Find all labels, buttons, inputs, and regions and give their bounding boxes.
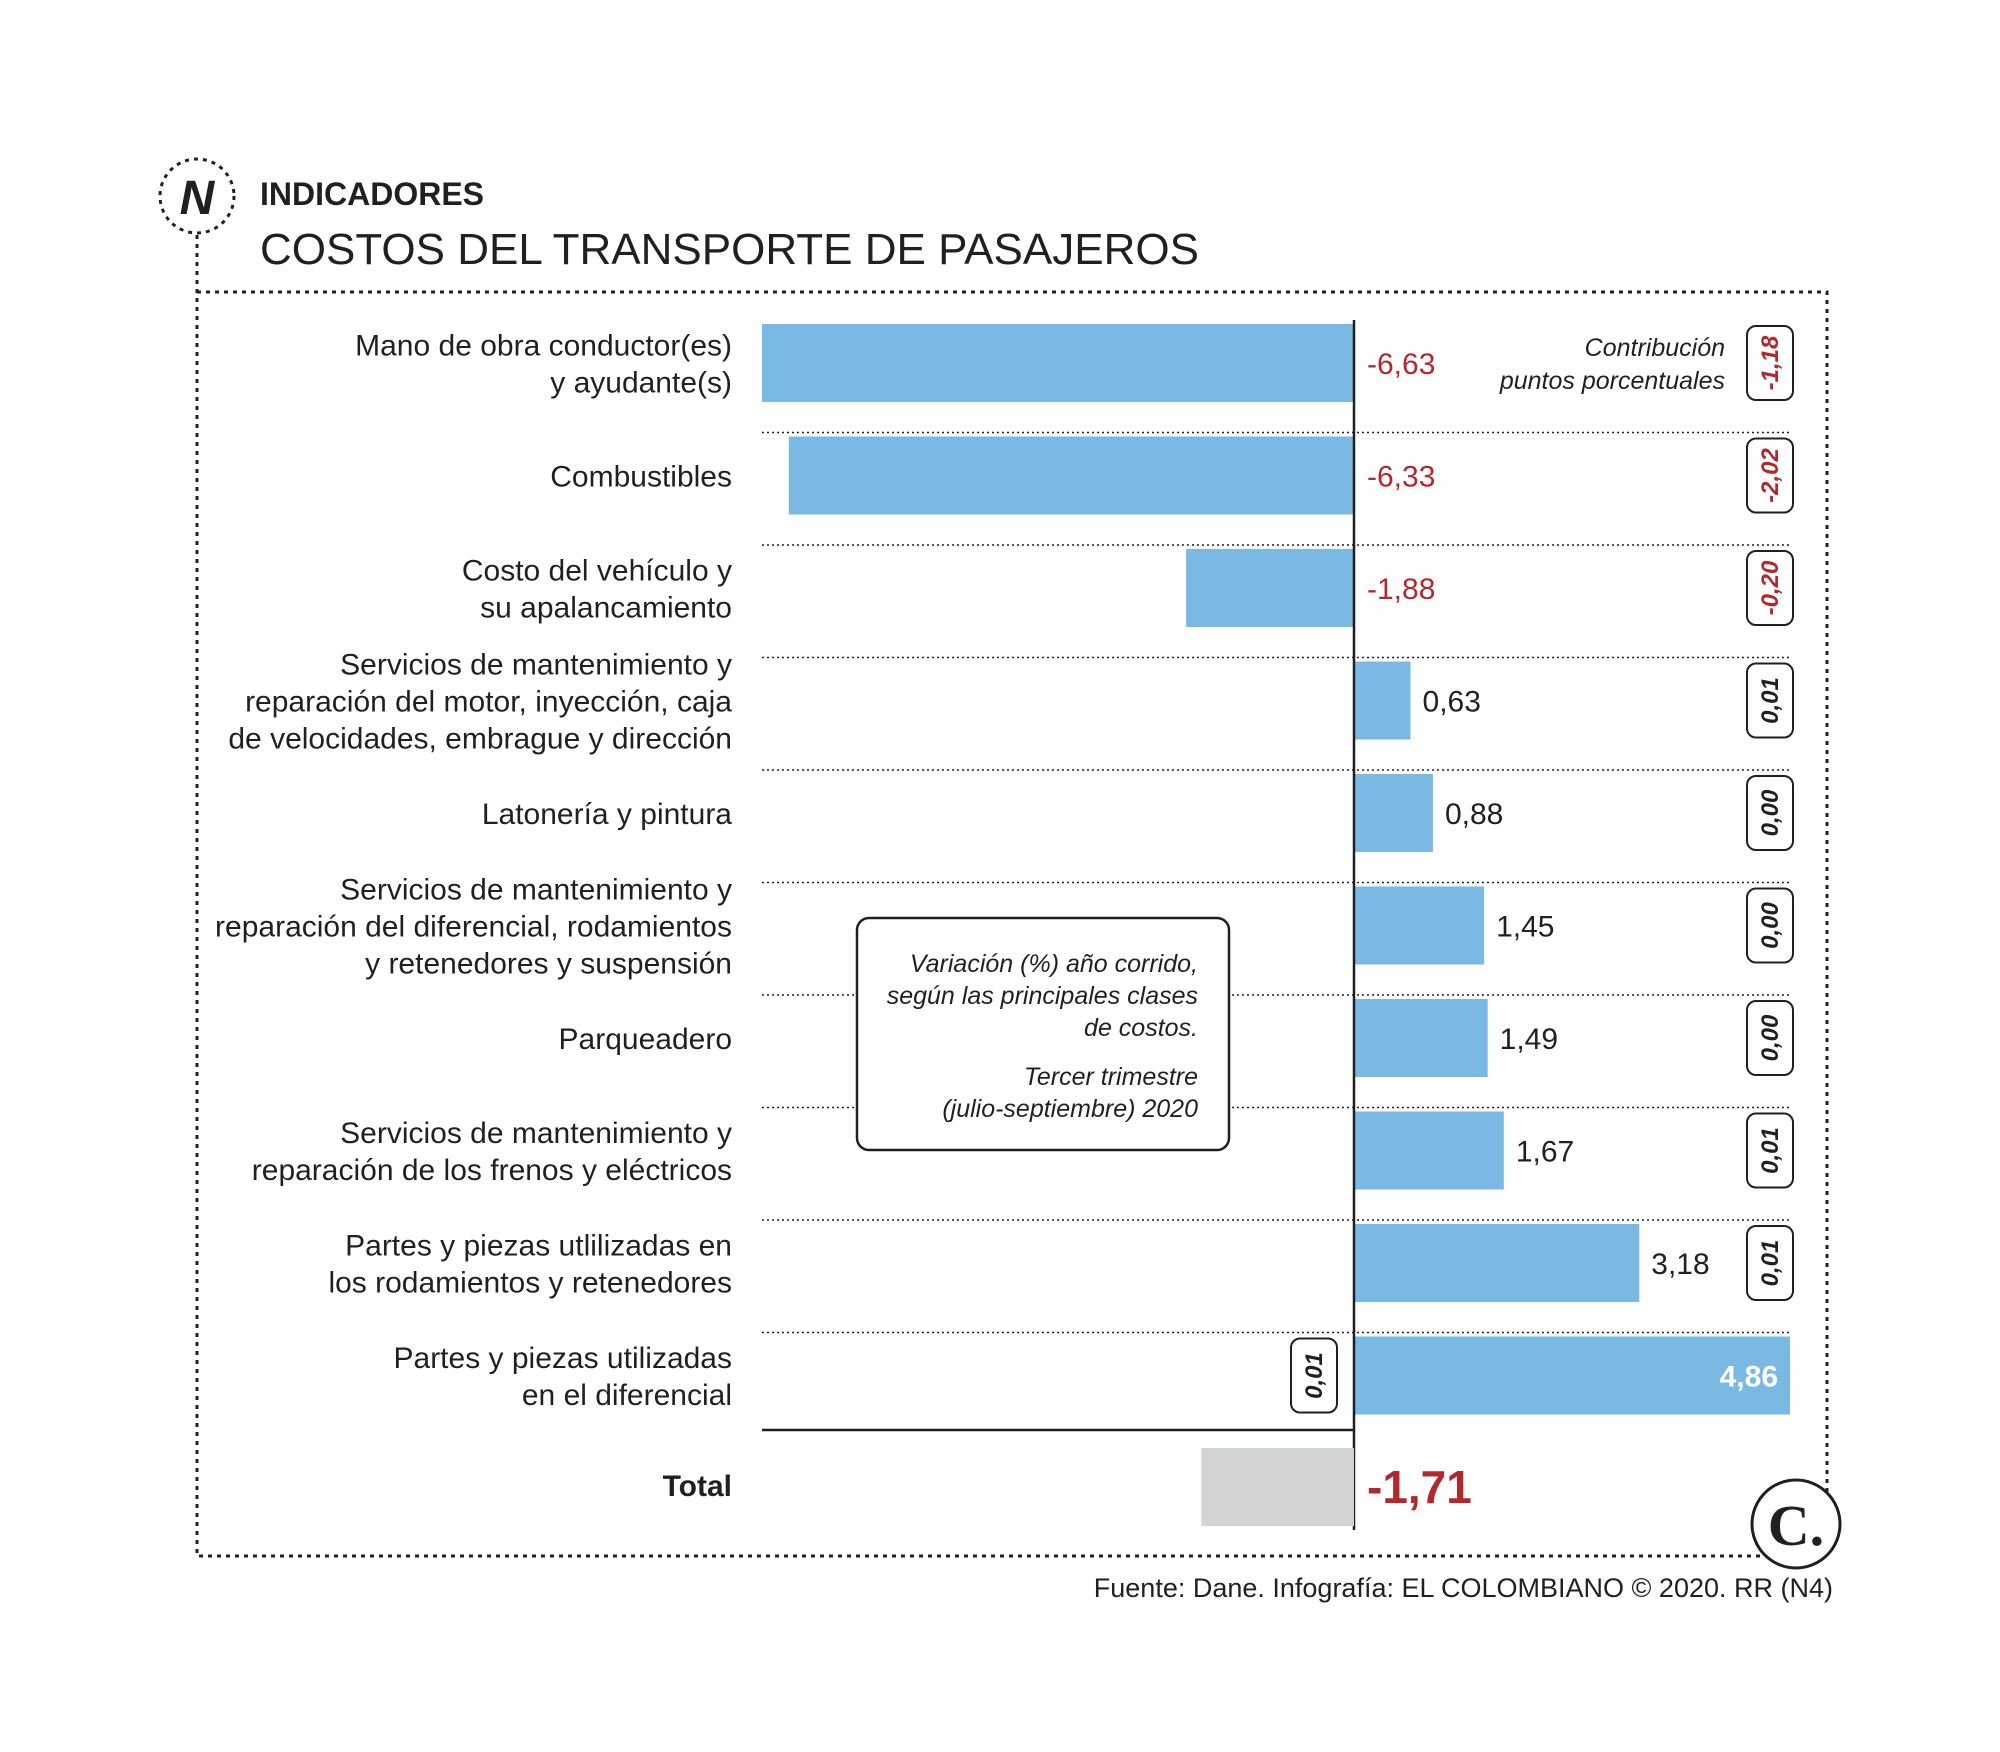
note-period-2: (julio-septiembre) 2020	[942, 1095, 1198, 1123]
contribution-badge	[1747, 664, 1793, 738]
bar	[1354, 999, 1488, 1077]
bar	[1186, 549, 1354, 627]
contribution-value: 0,01	[1757, 1127, 1784, 1174]
category-label: reparación del motor, inyección, caja	[245, 685, 732, 719]
contribution-value: 0,01	[1757, 1239, 1784, 1287]
bar	[1354, 1224, 1639, 1302]
category-label: Combustibles	[550, 460, 732, 494]
contribution-badge	[1747, 1001, 1793, 1075]
contribution-value: -0,20	[1757, 560, 1784, 616]
section-label: INDICADORES	[260, 176, 485, 212]
bar	[1354, 774, 1433, 852]
category-label: y ayudante(s)	[550, 366, 732, 400]
category-label: Partes y piezas utilizadas	[393, 1342, 732, 1375]
note-line-3: de costos.	[1084, 1014, 1198, 1042]
category-label: reparación del diferencial, rodamientos	[215, 910, 732, 944]
category-label: de velocidades, embrague y dirección	[228, 722, 732, 756]
category-label: Costo del vehículo y	[461, 554, 732, 588]
bar	[1354, 887, 1484, 965]
category-label: Mano de obra conductor(es)	[355, 329, 732, 363]
value-label: 1,67	[1515, 1135, 1575, 1169]
contribution-badge	[1747, 1226, 1793, 1300]
note-line-2: según las principales clases	[886, 982, 1198, 1010]
value-label: 0,63	[1422, 685, 1481, 719]
category-label: Servicios de mantenimiento y	[340, 648, 732, 682]
value-label: 1,49	[1499, 1023, 1559, 1056]
contribution-badge	[1291, 1339, 1337, 1413]
category-label: y retenedores y suspensión	[365, 947, 732, 981]
category-label: reparación de los frenos y eléctricos	[251, 1154, 732, 1187]
category-label: Servicios de mantenimiento y	[340, 873, 732, 907]
bar	[1354, 662, 1411, 740]
logo-letter: C.	[1767, 1493, 1825, 1558]
category-label: Parqueadero	[558, 1023, 732, 1056]
note-line-1: Variación (%) año corrido,	[909, 950, 1198, 978]
contribution-value: 0,01	[1757, 677, 1784, 724]
value-label: 3,18	[1651, 1248, 1710, 1281]
contribution-value: -2,02	[1757, 448, 1784, 503]
total-bar	[1201, 1448, 1354, 1526]
category-label: Partes y piezas utlilizadas en	[345, 1229, 732, 1263]
contribution-value: 0,01	[1301, 1352, 1328, 1399]
contribution-badge	[1747, 326, 1793, 400]
value-label: 0,88	[1444, 798, 1504, 831]
total-value: -1,71	[1367, 1461, 1472, 1513]
value-label: -6,33	[1367, 460, 1436, 494]
note-box	[857, 918, 1229, 1150]
contribution-value: 0,00	[1757, 789, 1784, 837]
el-colombiano-logo	[1752, 1480, 1840, 1568]
note-period-1: Tercer trimestre	[1023, 1063, 1198, 1091]
value-label: -1,88	[1367, 573, 1436, 606]
bars	[762, 324, 1790, 1415]
contribution-value: 0,00	[1757, 902, 1784, 949]
category-label: Servicios de mantenimiento y	[340, 1117, 732, 1150]
contribution-badge	[1747, 1114, 1793, 1188]
category-label: los rodamientos y retenedores	[328, 1266, 732, 1300]
contribution-header-line1: Contribución	[1584, 334, 1725, 362]
category-label: en el diferencial	[521, 1379, 732, 1412]
contribution-value: 0,00	[1757, 1014, 1784, 1062]
contribution-badge	[1747, 551, 1793, 625]
contribution-badge	[1747, 889, 1793, 963]
category-label: su apalancamiento	[480, 591, 732, 625]
value-label: 1,45	[1496, 910, 1555, 944]
contribution-badge	[1747, 776, 1793, 850]
value-label: 4,86	[1719, 1360, 1778, 1394]
contribution-badge	[1747, 439, 1793, 513]
source-note: Fuente: Dane. Infografía: EL COLOMBIANO © 2020. RR (N4)	[1093, 1573, 1833, 1603]
bar	[1354, 1112, 1504, 1190]
chart-title: COSTOS DEL TRANSPORTE DE PASAJEROS	[260, 225, 1199, 274]
brand-badge	[160, 159, 234, 233]
value-label: -6,63	[1367, 348, 1436, 381]
bar	[762, 324, 1354, 402]
category-labels	[215, 330, 732, 1413]
contribution-value: -1,18	[1757, 335, 1784, 391]
contribution-header-line2: puntos porcentuales	[1499, 367, 1725, 395]
bar	[789, 437, 1354, 515]
badge-letter: N	[179, 172, 215, 225]
total-label: Total	[662, 1470, 732, 1503]
category-label: Latonería y pintura	[481, 798, 732, 831]
